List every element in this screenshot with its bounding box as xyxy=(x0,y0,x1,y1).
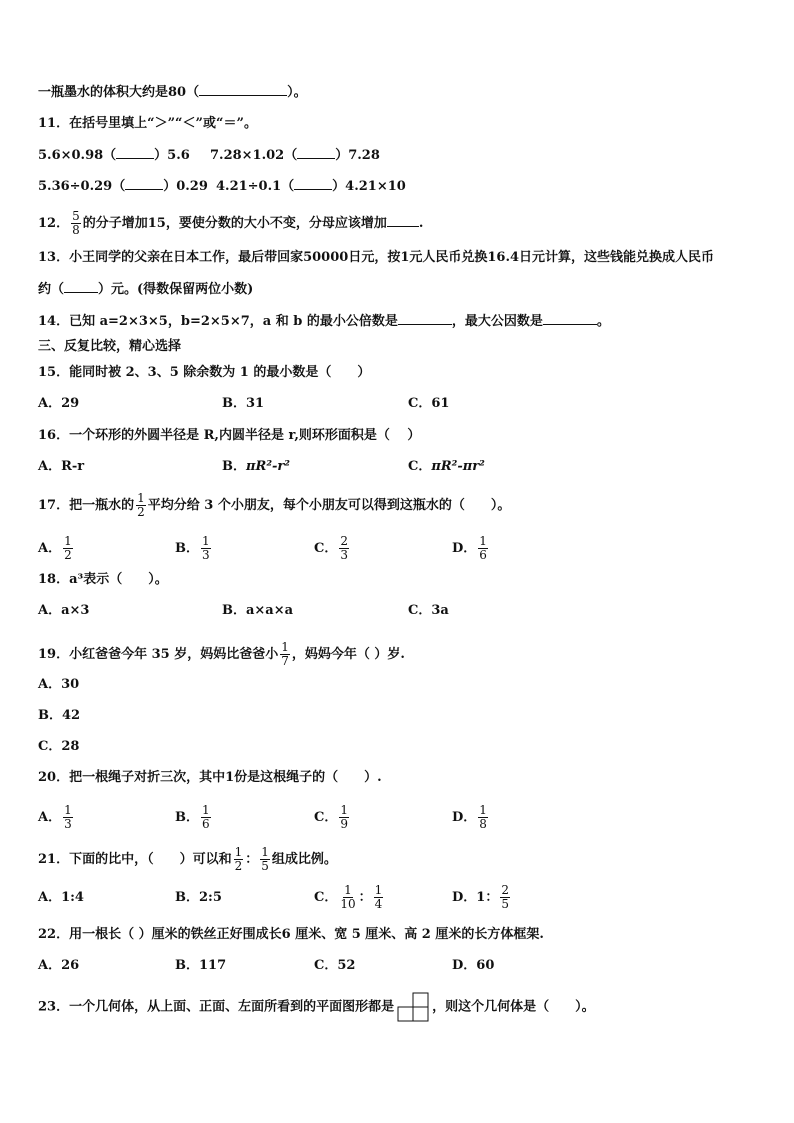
q14-blank-2[interactable] xyxy=(543,312,597,325)
q17-option-a[interactable]: A． $\frac{1}{2}$ xyxy=(38,534,72,562)
q19-stem: 19．小红爸爸今年 35 岁，妈妈比爸爸小 $\frac{1}{7}$ ，妈妈今年（ ）岁. xyxy=(38,640,405,668)
q11-title: 11．在括号里填上“＞”“＜”或“＝”。 xyxy=(38,116,257,131)
q11-blank-3[interactable] xyxy=(125,177,163,190)
q18-stem: 18．a³表示（ ）。 xyxy=(38,572,168,587)
section-3-heading: 三、反复比较，精心选择 xyxy=(38,339,182,354)
q15-option-b[interactable]: B．31 xyxy=(222,396,265,411)
q17-fraction: $\frac{1}{2}$ xyxy=(137,491,145,519)
q22-option-b[interactable]: B．117 xyxy=(175,958,227,973)
q22-option-a[interactable]: A．26 xyxy=(38,958,80,973)
q19-option-c[interactable]: C．28 xyxy=(38,739,80,754)
q21-stem: 21．下面的比中，（ ）可以和 $\frac{1}{2}$ ： $\frac{1}{5}$ 组成比例。 xyxy=(38,845,337,873)
q15-option-a[interactable]: A．29 xyxy=(38,396,80,411)
q21-option-c[interactable]: C． $\frac{1}{10}$ ： $\frac{1}{4}$ xyxy=(314,883,383,911)
q15-stem: 15．能同时被 2、3、5 除余数为 1 的最小数是（ ） xyxy=(38,365,371,380)
q14-line: 14．已知 a=2×3×5，b=2×5×7，a 和 b 的最小公倍数是 ，最大公因数是 。 xyxy=(38,314,610,329)
q20-option-c[interactable]: C． $\frac{1}{9}$ xyxy=(314,803,348,831)
q21-option-a[interactable]: A．1:4 xyxy=(38,890,84,905)
q13-blank[interactable] xyxy=(64,280,98,293)
q16-option-c[interactable]: C．πR²-πr² xyxy=(408,459,485,474)
q20-stem: 20．把一根绳子对折三次，其中1份是这根绳子的（ ）. xyxy=(38,770,382,785)
l-shape-view-figure xyxy=(396,992,430,1022)
q13-line1: 13．小王同学的父亲在日本工作，最后带回家50000日元，按1元人民币兑换16.4日元计算，这些钱能兑换成人民币 xyxy=(38,250,715,265)
q22-stem: 22．用一根长（ ）厘米的铁丝正好围成长6 厘米、宽 5 厘米、高 2 厘米的长方体框架. xyxy=(38,927,544,942)
q16-stem: 16．一个环形的外圆半径是 R,内圆半径是 r,则环形面积是（ ） xyxy=(38,428,421,443)
q12-blank[interactable] xyxy=(387,214,419,227)
q20-option-d[interactable]: D． $\frac{1}{8}$ xyxy=(452,803,487,831)
q11-blank-1[interactable] xyxy=(116,146,154,159)
q22-option-c[interactable]: C．52 xyxy=(314,958,356,973)
q11-row2-b: 4.21÷0.1（ ）4.21×10 xyxy=(216,179,406,194)
q17-stem: 17．把一瓶水的 $\frac{1}{2}$ 平均分给 3 个小朋友，每个小朋友可以得到这瓶水的（ ）。 xyxy=(38,491,511,519)
q19-option-b[interactable]: B．42 xyxy=(38,708,81,723)
q20-option-b[interactable]: B． $\frac{1}{6}$ xyxy=(175,803,210,831)
q18-option-c[interactable]: C．3a xyxy=(408,603,449,618)
q21-option-b[interactable]: B．2:5 xyxy=(175,890,222,905)
q11-blank-2[interactable] xyxy=(297,146,335,159)
q10-end: ）。 xyxy=(287,85,307,100)
q23-stem: 23．一个几何体，从上面、正面、左面所看到的平面图形都是 ，则这个几何体是（ ）。 xyxy=(38,992,595,1022)
q16-option-b[interactable]: B．πR²-r² xyxy=(222,459,290,474)
q11-row1-a: 5.6×0.98（ ）5.6 xyxy=(38,148,190,163)
q10-blank[interactable] xyxy=(199,83,287,96)
q18-option-b[interactable]: B．a×a×a xyxy=(222,603,294,618)
q12-fraction: $\frac{5}{8}$ xyxy=(72,209,80,237)
q17-option-d[interactable]: D． $\frac{1}{6}$ xyxy=(452,534,487,562)
q17-option-b[interactable]: B． $\frac{1}{3}$ xyxy=(175,534,210,562)
q21-option-d[interactable]: D．1： $\frac{2}{5}$ xyxy=(452,883,509,911)
q11-row1-b: 7.28×1.02（ ）7.28 xyxy=(210,148,380,163)
q12-line: 12． $\frac{5}{8}$ 的分子增加15，要使分数的大小不变，分母应该增加 . xyxy=(38,209,424,237)
q10-line xyxy=(38,83,307,102)
q19-option-a[interactable]: A．30 xyxy=(38,677,80,692)
q10-text: 一瓶墨水的体积大约是80（ xyxy=(38,85,200,100)
q19-fraction: $\frac{1}{7}$ xyxy=(281,640,289,668)
q20-option-a[interactable]: A． $\frac{1}{3}$ xyxy=(38,803,72,831)
q14-blank-1[interactable] xyxy=(398,312,452,325)
q18-option-a[interactable]: A．a×3 xyxy=(38,603,90,618)
q16-option-a[interactable]: A．R-r xyxy=(38,459,85,474)
q15-option-c[interactable]: C．61 xyxy=(408,396,450,411)
q13-line2: 约（ ）元。(得数保留两位小数) xyxy=(38,282,254,297)
q22-option-d[interactable]: D．60 xyxy=(452,958,495,973)
q17-option-c[interactable]: C． $\frac{2}{3}$ xyxy=(314,534,348,562)
q11-blank-4[interactable] xyxy=(294,177,332,190)
q11-row2-a: 5.36÷0.29（ ）0.29 xyxy=(38,179,208,194)
